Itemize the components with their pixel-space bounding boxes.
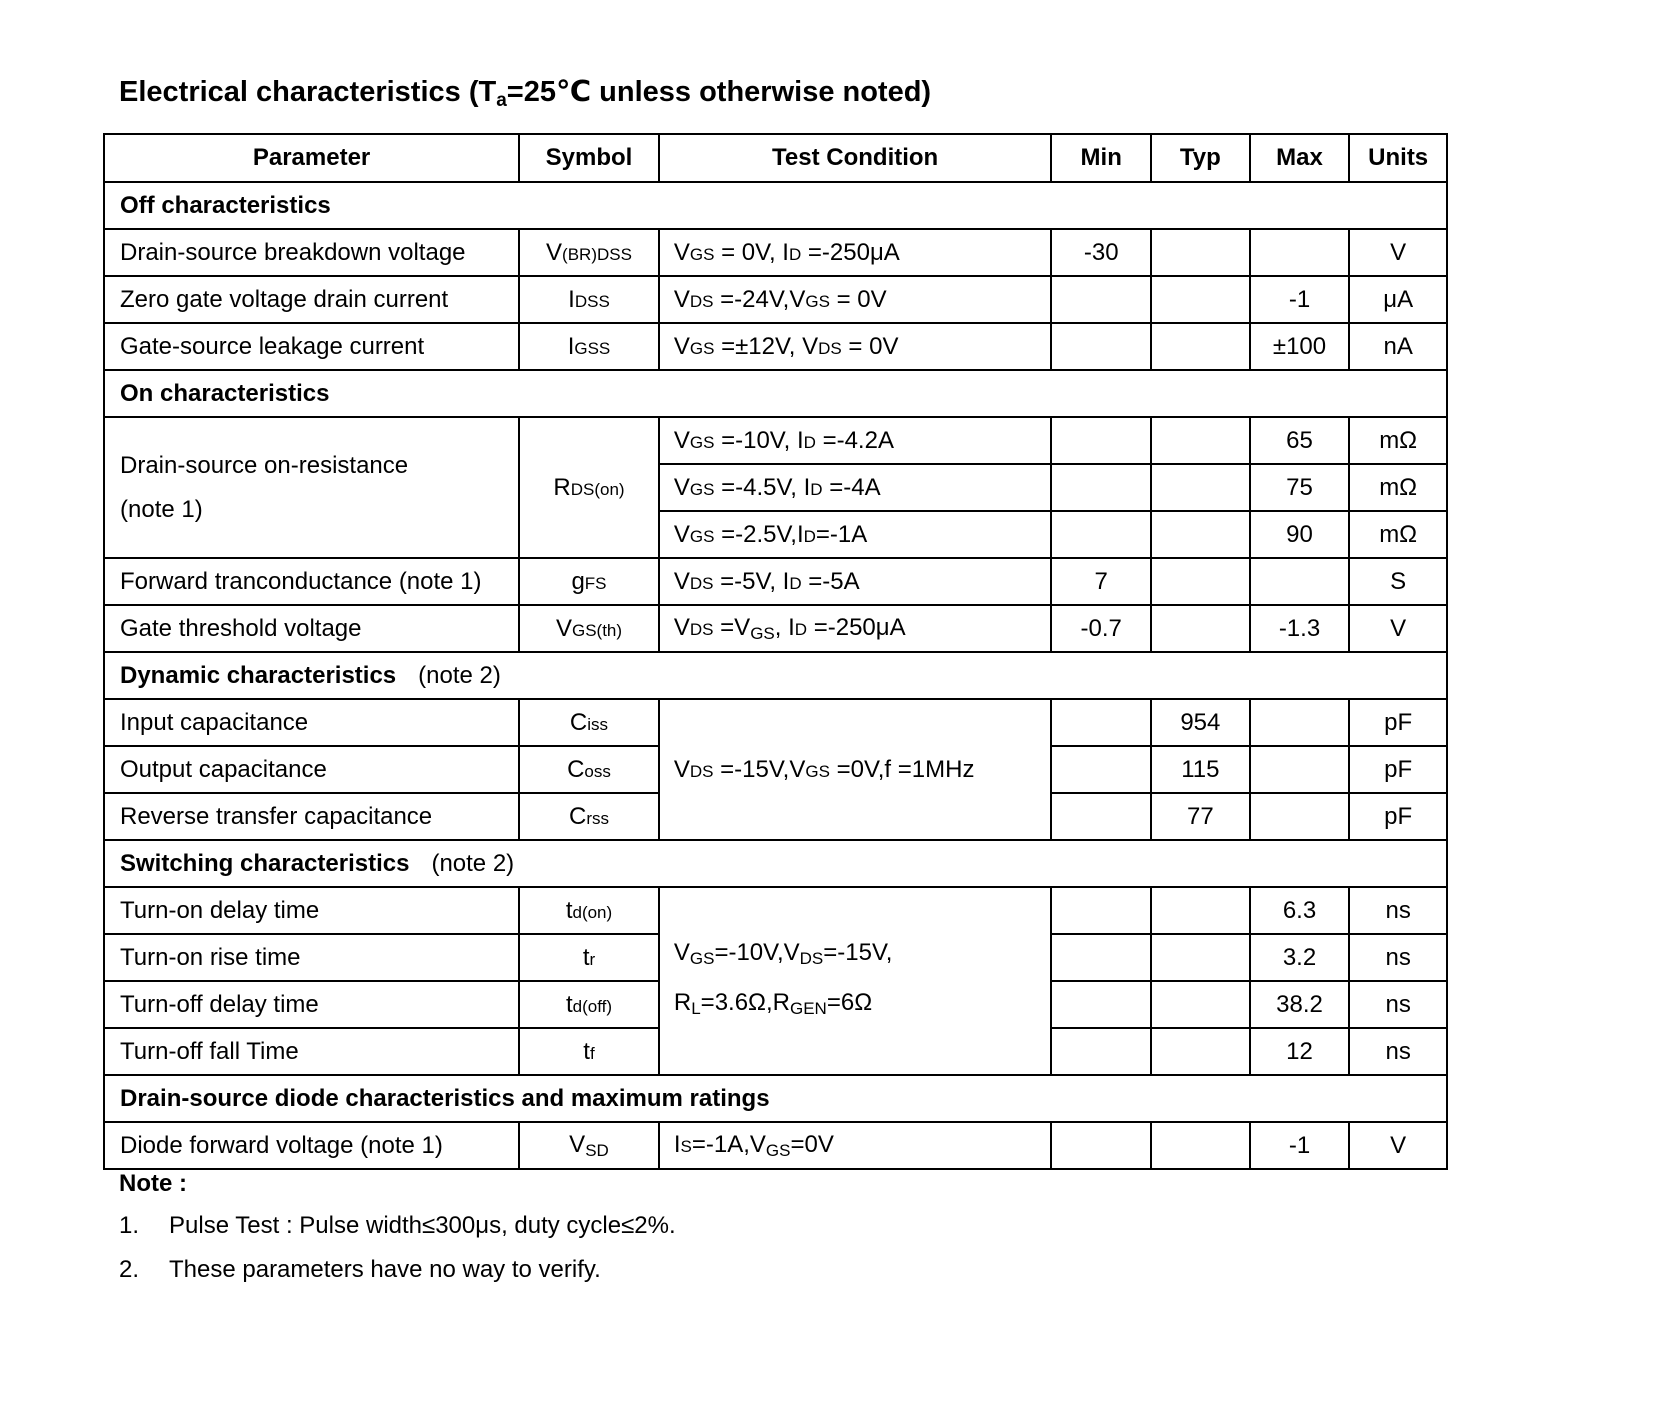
section-row xyxy=(104,182,1447,229)
typ-cell xyxy=(1151,934,1250,981)
min-cell: -30 xyxy=(1051,229,1151,276)
param-cell: Turn-off delay time xyxy=(104,981,519,1028)
section-off: Off characteristics xyxy=(104,182,1447,229)
table-row xyxy=(104,276,1447,323)
condition-cell: VDS =VGS, ID =-250μA xyxy=(659,605,1052,652)
section-row xyxy=(104,1075,1447,1122)
max-cell: ±100 xyxy=(1250,323,1350,370)
symbol-cell: Coss xyxy=(519,746,659,793)
section-row xyxy=(104,370,1447,417)
condition-cell: VDS =-24V,VGS = 0V xyxy=(659,276,1052,323)
param-cell: Output capacitance xyxy=(104,746,519,793)
units-cell: pF xyxy=(1349,793,1447,840)
units-cell: V xyxy=(1349,229,1447,276)
min-cell: -0.7 xyxy=(1051,605,1151,652)
condition-cell: VGS =-2.5V,ID=-1A xyxy=(659,511,1052,558)
max-cell xyxy=(1250,793,1350,840)
typ-cell xyxy=(1151,981,1250,1028)
units-cell: mΩ xyxy=(1349,417,1447,464)
min-cell xyxy=(1051,276,1151,323)
min-cell xyxy=(1051,699,1151,746)
max-cell xyxy=(1250,558,1350,605)
units-cell: pF xyxy=(1349,746,1447,793)
min-cell xyxy=(1051,511,1151,558)
min-cell xyxy=(1051,981,1151,1028)
typ-cell: 954 xyxy=(1151,699,1250,746)
symbol-cell: V(BR)DSS xyxy=(519,229,659,276)
table-row xyxy=(104,229,1447,276)
units-cell: nA xyxy=(1349,323,1447,370)
symbol-cell: IDSS xyxy=(519,276,659,323)
param-cell: Gate threshold voltage xyxy=(104,605,519,652)
units-cell: mΩ xyxy=(1349,464,1447,511)
symbol-cell: RDS(on) xyxy=(519,417,659,558)
max-cell xyxy=(1250,699,1350,746)
min-cell xyxy=(1051,1028,1151,1075)
table-row xyxy=(104,558,1447,605)
condition-cell: VGS=-10V,VDS=-15V, RL=3.6Ω,RGEN=6Ω xyxy=(659,887,1052,1075)
symbol-cell: VSD xyxy=(519,1122,659,1169)
typ-cell xyxy=(1151,276,1250,323)
symbol-cell: Crss xyxy=(519,793,659,840)
typ-cell: 115 xyxy=(1151,746,1250,793)
param-cell: Forward tranconductance (note 1) xyxy=(104,558,519,605)
condition-cell: IS=-1A,VGS=0V xyxy=(659,1122,1052,1169)
units-cell: ns xyxy=(1349,1028,1447,1075)
typ-cell xyxy=(1151,323,1250,370)
section-dynamic: Dynamic characteristics (note 2) xyxy=(104,652,1447,699)
note-item: 1. Pulse Test : Pulse width≤300μs, duty cycle≤2%. xyxy=(119,1212,676,1239)
min-cell xyxy=(1051,793,1151,840)
min-cell xyxy=(1051,934,1151,981)
param-cell: Drain-source breakdown voltage xyxy=(104,229,519,276)
max-cell: -1 xyxy=(1250,1122,1350,1169)
max-cell: 3.2 xyxy=(1250,934,1350,981)
table-row xyxy=(104,417,1447,464)
units-cell: pF xyxy=(1349,699,1447,746)
units-cell: ns xyxy=(1349,934,1447,981)
units-cell: mΩ xyxy=(1349,511,1447,558)
param-cell: Zero gate voltage drain current xyxy=(104,276,519,323)
param-cell: Turn-off fall Time xyxy=(104,1028,519,1075)
section-row xyxy=(104,840,1447,887)
param-cell: Turn-on rise time xyxy=(104,934,519,981)
units-cell: ns xyxy=(1349,981,1447,1028)
typ-cell: 77 xyxy=(1151,793,1250,840)
units-cell: ns xyxy=(1349,887,1447,934)
table-row xyxy=(104,699,1447,746)
typ-cell xyxy=(1151,1028,1250,1075)
param-cell: Gate-source leakage current xyxy=(104,323,519,370)
electrical-characteristics-table xyxy=(103,133,1448,1170)
condition-cell: VGS = 0V, ID =-250μA xyxy=(659,229,1052,276)
condition-cell: VDS =-5V, ID =-5A xyxy=(659,558,1052,605)
condition-cell: VGS =-4.5V, ID =-4A xyxy=(659,464,1052,511)
max-cell xyxy=(1250,229,1350,276)
section-on: On characteristics xyxy=(104,370,1447,417)
table-header-row xyxy=(104,134,1447,182)
typ-cell xyxy=(1151,464,1250,511)
section-diode: Drain-source diode characteristics and maximum ratings xyxy=(104,1075,1447,1122)
max-cell xyxy=(1250,746,1350,793)
typ-cell xyxy=(1151,417,1250,464)
units-cell: μA xyxy=(1349,276,1447,323)
header-units: Units xyxy=(1349,134,1447,182)
param-cell: Turn-on delay time xyxy=(104,887,519,934)
header-test-condition: Test Condition xyxy=(659,134,1052,182)
table-row xyxy=(104,887,1447,934)
param-cell: Input capacitance xyxy=(104,699,519,746)
min-cell xyxy=(1051,887,1151,934)
table-row xyxy=(104,605,1447,652)
condition-cell: VDS =-15V,VGS =0V,f =1MHz xyxy=(659,699,1052,840)
section-row xyxy=(104,652,1447,699)
min-cell xyxy=(1051,417,1151,464)
symbol-cell: IGSS xyxy=(519,323,659,370)
max-cell: 75 xyxy=(1250,464,1350,511)
condition-cell: VGS =-10V, ID =-4.2A xyxy=(659,417,1052,464)
symbol-cell: tr xyxy=(519,934,659,981)
param-cell: Drain-source on-resistance (note 1) xyxy=(104,417,519,558)
max-cell: 90 xyxy=(1250,511,1350,558)
units-cell: S xyxy=(1349,558,1447,605)
symbol-cell: td(on) xyxy=(519,887,659,934)
symbol-cell: tf xyxy=(519,1028,659,1075)
max-cell: 6.3 xyxy=(1250,887,1350,934)
min-cell xyxy=(1051,323,1151,370)
typ-cell xyxy=(1151,229,1250,276)
min-cell xyxy=(1051,746,1151,793)
condition-cell: VGS =±12V, VDS = 0V xyxy=(659,323,1052,370)
header-typ: Typ xyxy=(1151,134,1250,182)
symbol-cell: VGS(th) xyxy=(519,605,659,652)
typ-cell xyxy=(1151,605,1250,652)
symbol-cell: gFS xyxy=(519,558,659,605)
param-cell: Diode forward voltage (note 1) xyxy=(104,1122,519,1169)
header-max: Max xyxy=(1250,134,1350,182)
section-switching: Switching characteristics (note 2) xyxy=(104,840,1447,887)
symbol-cell: Ciss xyxy=(519,699,659,746)
page-title: Electrical characteristics ($T_a=25℃$ unless otherwise noted) xyxy=(119,76,932,111)
header-symbol: Symbol xyxy=(519,134,659,182)
typ-cell xyxy=(1151,887,1250,934)
max-cell: 38.2 xyxy=(1250,981,1350,1028)
header-parameter: Parameter xyxy=(104,134,519,182)
max-cell: 65 xyxy=(1250,417,1350,464)
max-cell: -1 xyxy=(1250,276,1350,323)
min-cell xyxy=(1051,1122,1151,1169)
typ-cell xyxy=(1151,558,1250,605)
min-cell xyxy=(1051,464,1151,511)
symbol-cell: td(off) xyxy=(519,981,659,1028)
header-min: Min xyxy=(1051,134,1151,182)
units-cell: V xyxy=(1349,1122,1447,1169)
max-cell: -1.3 xyxy=(1250,605,1350,652)
units-cell: V xyxy=(1349,605,1447,652)
notes-title: Note : xyxy=(119,1170,187,1197)
typ-cell xyxy=(1151,1122,1250,1169)
max-cell: 12 xyxy=(1250,1028,1350,1075)
param-cell: Reverse transfer capacitance xyxy=(104,793,519,840)
table-row xyxy=(104,323,1447,370)
min-cell: 7 xyxy=(1051,558,1151,605)
typ-cell xyxy=(1151,511,1250,558)
note-item: 2. These parameters have no way to verify. xyxy=(119,1256,601,1283)
table-row xyxy=(104,1122,1447,1169)
